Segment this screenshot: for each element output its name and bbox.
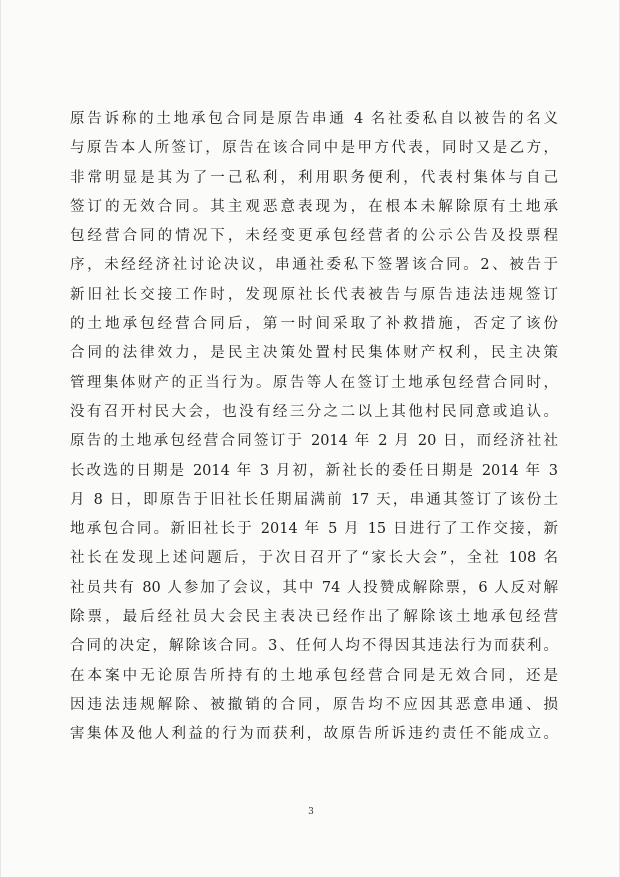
page-number: 3 [308, 807, 314, 817]
text-line: 在本案中无论原告所持有的土地承包经营合同是无效合同，还是 [70, 667, 558, 684]
text-line: 包经营合同的情况下，未经变更承包经营者的公示公告及投票程 [70, 228, 558, 245]
text-line: 签订的无效合同。其主观恶意表现为，在根本未解除原有土地承 [70, 198, 558, 215]
text-line: 社长在发现上述问题后，于次日召开了“家长大会”，全社 108 名 [70, 550, 558, 567]
text-line: 的土地承包经营合同后，第一时间采取了补救措施，否定了该份 [70, 316, 558, 333]
text-line: 原告诉称的土地承包合同是原告串通 4 名社委私自以被告的名义 [70, 111, 558, 127]
text-line: 月 8 日，即原告于旧社长任期届满前 17 天，串通其签订了该份土 [70, 491, 558, 508]
text-line: 地承包合同。新旧社长于 2014 年 5 月 15 日进行了工作交接，新 [70, 521, 558, 538]
text-line: 合同的法律效力，是民主决策处置村民集体财产权利，民主决策 [70, 345, 558, 362]
text-line: 因违法违规解除、被撤销的合同，原告均不应因其恶意串通、损 [70, 696, 558, 713]
text-line: 原告的土地承包经营合同签订于 2014 年 2 月 20 日，而经济社社 [70, 433, 558, 450]
text-line: 序，未经经济社讨论决议，串通社委私下签署该合同。2、被告于 [70, 257, 558, 274]
text-line: 非常明显是其为了一己私利，利用职务便利，代表村集体与自己 [70, 169, 558, 186]
text-line: 社员共有 80 人参加了会议，其中 74 人投赞成解除票，6 人反对解 [70, 579, 558, 596]
body-text [70, 105, 558, 750]
text-line: 管理集体财产的正当行为。原告等人在签订土地承包经营合同时， [70, 374, 558, 391]
text-line: 长改选的日期是 2014 年 3 月初，新社长的委任日期是 2014 年 3 [70, 462, 558, 479]
text-line: 与原告本人所签订，原告在该合同中是甲方代表，同时又是乙方， [70, 140, 558, 157]
text-line: 合同的决定，解除该合同。3、任何人均不得因其违法行为而获利。 [70, 638, 558, 655]
text-line: 新旧社长交接工作时，发现原社长代表被告与原告违法违规签订 [70, 286, 558, 303]
text-line: 没有召开村民大会，也没有经三分之二以上其他村民同意或追认。 [70, 403, 558, 420]
text-line: 害集体及他人利益的行为而获利，故原告所诉违约责任不能成立。 [70, 726, 558, 743]
text-line: 除票，最后经社员大会民主表决已经作出了解除该土地承包经营 [70, 609, 558, 626]
